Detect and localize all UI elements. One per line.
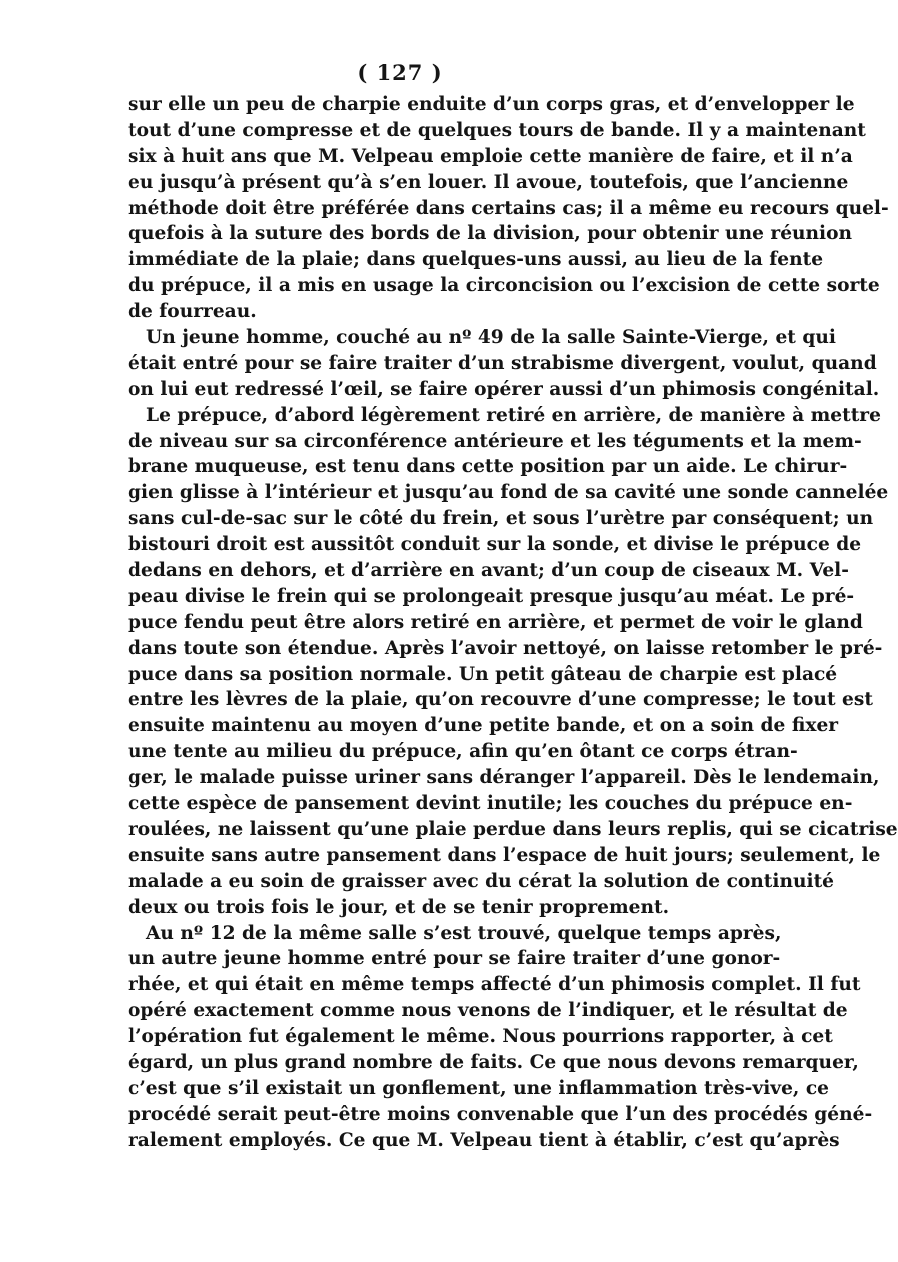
- text-line: on lui eut redressé l’œil, se faire opérer aussi d’un phimosis congénital.: [128, 378, 880, 400]
- text-line: peau divise le frein qui se prolongeait presque jusqu’au méat. Le pré-: [128, 585, 855, 607]
- text-line: du prépuce, il a mis en usage la circoncision ou l’excision de cette sorte: [128, 275, 880, 297]
- text-line: bistouri droit est aussitôt conduit sur la sonde, et divise le prépuce de: [128, 534, 862, 556]
- text-line: méthode doit être préférée dans certains cas; il a même eu recours quel-: [128, 197, 889, 219]
- text-line: Le prépuce, d’abord légèrement retiré en arrière, de manière à mettre: [146, 404, 881, 426]
- text-line: était entré pour se faire traiter d’un strabisme divergent, voulut, quand: [128, 352, 877, 374]
- text-line: ralement employés. Ce que M. Velpeau tient à établir, c’est qu’après: [128, 1129, 840, 1151]
- text-line: brane muqueuse, est tenu dans cette position par un aide. Le chirur-: [128, 456, 848, 478]
- text-line: Un jeune homme, couché au nº 49 de la salle Sainte-Vierge, et qui: [146, 327, 836, 349]
- text-line: immédiate de la plaie; dans quelques-uns aussi, au lieu de la fente: [128, 249, 824, 271]
- text-line: de niveau sur sa circonférence antérieure et les téguments et la mem-: [128, 430, 862, 452]
- text-line: deux ou trois fois le jour, et de se tenir proprement.: [128, 896, 670, 918]
- text-line: dans toute son étendue. Après l’avoir nettoyé, on laisse retomber le pré-: [128, 637, 883, 659]
- text-line: procédé serait peut-être moins convenable que l’un des procédés géné-: [128, 1103, 873, 1125]
- text-line: entre les lèvres de la plaie, qu’on recouvre d’une compresse; le tout est: [128, 689, 873, 711]
- text-line: opéré exactement comme nous venons de l’indiquer, et le résultat de: [128, 1000, 848, 1022]
- text-line: l’opération fut également le même. Nous pourrions rapporter, à cet: [128, 1026, 833, 1048]
- text-line: gien glisse à l’intérieur et jusqu’au fond de sa cavité une sonde cannelée: [128, 482, 889, 504]
- text-line: sur elle un peu de charpie enduite d’un corps gras, et d’envelopper le: [128, 94, 855, 115]
- text-line: eu jusqu’à présent qu’à s’en louer. Il avoue, toutefois, que l’ancienne: [128, 171, 849, 193]
- text-line: puce dans sa position normale. Un petit gâteau de charpie est placé: [128, 663, 838, 685]
- text-line: quefois à la suture des bords de la division, pour obtenir une réunion: [128, 223, 853, 245]
- text-line: une tente au milieu du prépuce, afin qu’en ôtant ce corps étran-: [128, 741, 798, 763]
- text-line: malade a eu soin de graisser avec du cérat la solution de continuité: [128, 870, 834, 892]
- text-line: ger, le malade puisse uriner sans déranger l’appareil. Dès le lendemain,: [128, 767, 880, 789]
- text-line: de fourreau.: [128, 301, 257, 323]
- text-line: c’est que s’il existait un gonflement, une inflammation très-vive, ce: [128, 1077, 829, 1099]
- text-line: sans cul-de-sac sur le côté du frein, et sous l’urètre par conséquent; un: [128, 508, 874, 530]
- text-line: cette espèce de pansement devint inutile; les couches du prépuce en-: [128, 793, 853, 815]
- text-line: rhée, et qui était en même temps affecté d’un phimosis complet. Il fut: [128, 974, 861, 996]
- page-number: ( 127 ): [357, 60, 443, 85]
- text-line: Au nº 12 de la même salle s’est trouvé, quelque temps après,: [146, 922, 782, 944]
- text-line: égard, un plus grand nombre de faits. Ce que nous devons remarquer,: [128, 1051, 859, 1073]
- text-line: puce fendu peut être alors retiré en arrière, et permet de voir le gland: [128, 611, 863, 633]
- text-line: ensuite maintenu au moyen d’une petite bande, et on a soin de fixer: [128, 715, 839, 737]
- text-line: six à huit ans que M. Velpeau emploie cette manière de faire, et il n’a: [128, 145, 853, 167]
- body-text: [128, 92, 898, 1154]
- text-line: un autre jeune homme entré pour se faire traiter d’une gonor-: [128, 948, 781, 970]
- text-line: ensuite sans autre pansement dans l’espace de huit jours; seulement, le: [128, 844, 881, 866]
- text-line: roulées, ne laissent qu’une plaie perdue dans leurs replis, qui se cicatrise: [128, 818, 898, 840]
- text-line: dedans en dehors, et d’arrière en avant; d’un coup de ciseaux M. Vel-: [128, 560, 849, 582]
- text-line: tout d’une compresse et de quelques tours de bande. Il y a maintenant: [128, 119, 866, 141]
